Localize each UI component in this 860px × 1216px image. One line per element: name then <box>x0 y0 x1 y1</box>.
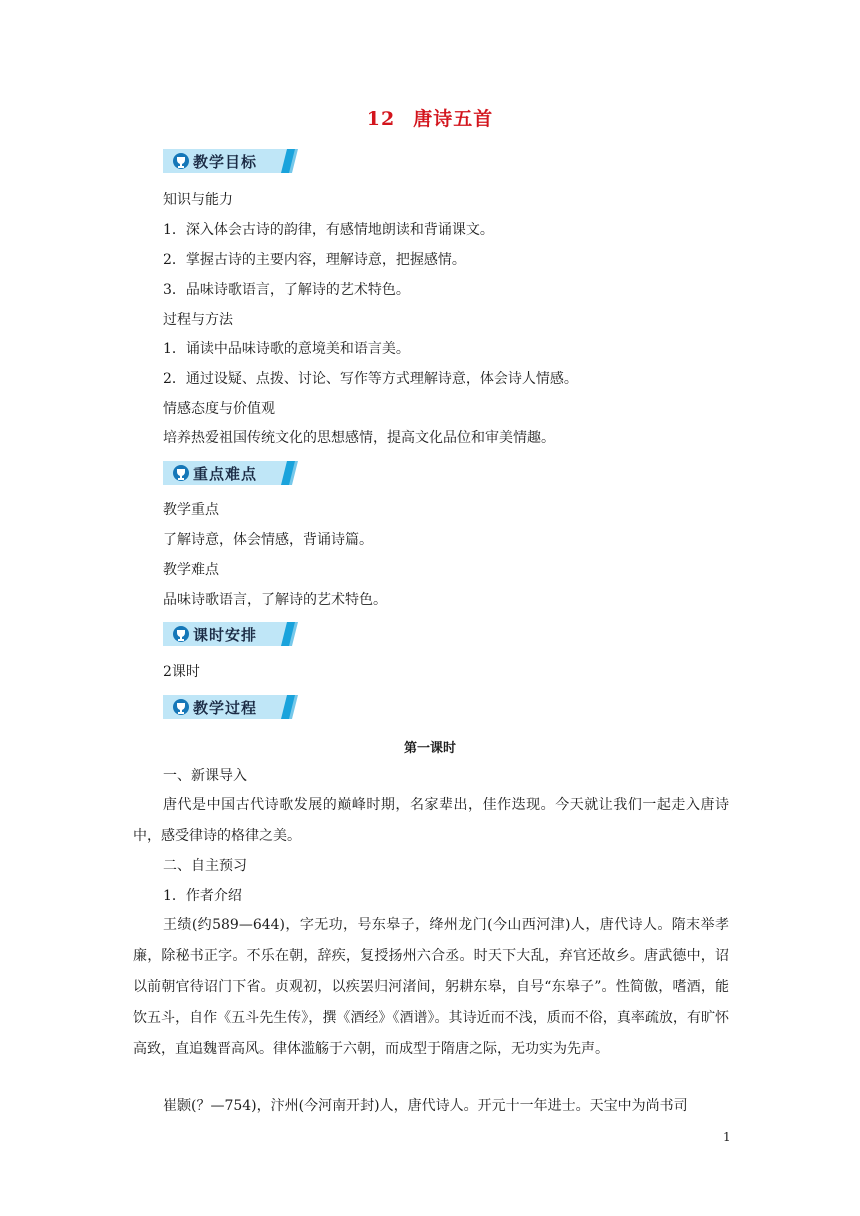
badge-label: 教学过程 <box>193 699 258 717</box>
title-text: 唐诗五首 <box>413 108 494 130</box>
goals-heading-process: 过程与方法 <box>163 312 233 328</box>
goal-emotion-1: 培养热爱祖国传统文化的思想感情，提高文化品位和审美情趣。 <box>163 430 555 446</box>
goal-knowledge-3: 3．品味诗歌语言，了解诗的艺术特色。 <box>163 282 410 298</box>
trophy-icon <box>171 152 191 172</box>
goals-heading-knowledge: 知识与能力 <box>163 192 233 208</box>
step-heading-intro: 一、新课导入 <box>163 768 247 784</box>
keypoint-heading: 教学重点 <box>163 502 219 518</box>
goals-heading-emotion: 情感态度与价值观 <box>163 401 275 417</box>
keypoint-text: 了解诗意，体会情感，背诵诗篇。 <box>163 532 373 548</box>
badge-label: 课时安排 <box>193 626 258 644</box>
goal-knowledge-2: 2．掌握古诗的主要内容，理解诗意，把握感情。 <box>163 252 466 268</box>
section-badge-goals <box>163 147 299 175</box>
goal-process-1: 1．诵读中品味诗歌的意境美和语言美。 <box>163 341 410 357</box>
lesson-heading: 第一课时 <box>403 741 456 756</box>
trophy-icon <box>171 625 191 645</box>
goal-knowledge-1: 1．深入体会古诗的韵律，有感情地朗读和背诵课文。 <box>163 222 494 238</box>
badge-label: 教学目标 <box>193 153 258 171</box>
section-badge-process <box>163 693 299 721</box>
step-heading-preview: 二、自主预习 <box>163 858 247 874</box>
goal-process-2: 2．通过设疑、点拨、讨论、写作等方式理解诗意，体会诗人情感。 <box>163 371 578 387</box>
intro-paragraph: 唐代是中国古代诗歌发展的巅峰时期，名家辈出，佳作迭现。今天就让我们一起走入唐诗中，感受律诗的格律之美。 <box>133 797 729 844</box>
title-number: 12 <box>366 108 396 130</box>
trophy-icon <box>171 464 191 484</box>
section-badge-schedule <box>163 620 299 648</box>
page-number: 1 <box>723 1130 731 1144</box>
page-title <box>0 104 860 131</box>
author-cuihao-paragraph: 崔颢(？—754)，汴州(今河南开封)人，唐代诗人。开元十一年进士。天宝中为尚书司 <box>163 1098 688 1114</box>
schedule-text: 2课时 <box>163 664 200 680</box>
trophy-icon <box>171 698 191 718</box>
author-wangji-paragraph: 王绩(约589—644)，字无功，号东皋子，绛州龙门(今山西河津)人，唐代诗人。隋末举孝廉，除秘书正字。不乐在朝，辞疾，复授扬州六合丞。时天下大乱，弃官还故乡。唐武德中，诏以前朝官待诏门下省。贞观初，以疾罢归河渚间，躬耕东皋，自号“东皋子”。性简傲，嗜酒，能饮五斗，自作《五斗先生传》，撰《酒经》《酒谱》。其诗近而不浅，质而不俗，真率疏放，有旷怀高致，直追魏晋高风。律体滥觞于六朝，而成型于隋唐之际，无功实为先声。 <box>133 917 729 1057</box>
substep-author: 1．作者介绍 <box>163 888 242 904</box>
difficulty-text: 品味诗歌语言，了解诗的艺术特色。 <box>163 592 387 608</box>
difficulty-heading: 教学难点 <box>163 562 219 578</box>
section-badge-keypoints <box>163 459 299 487</box>
badge-label: 重点难点 <box>193 465 258 483</box>
